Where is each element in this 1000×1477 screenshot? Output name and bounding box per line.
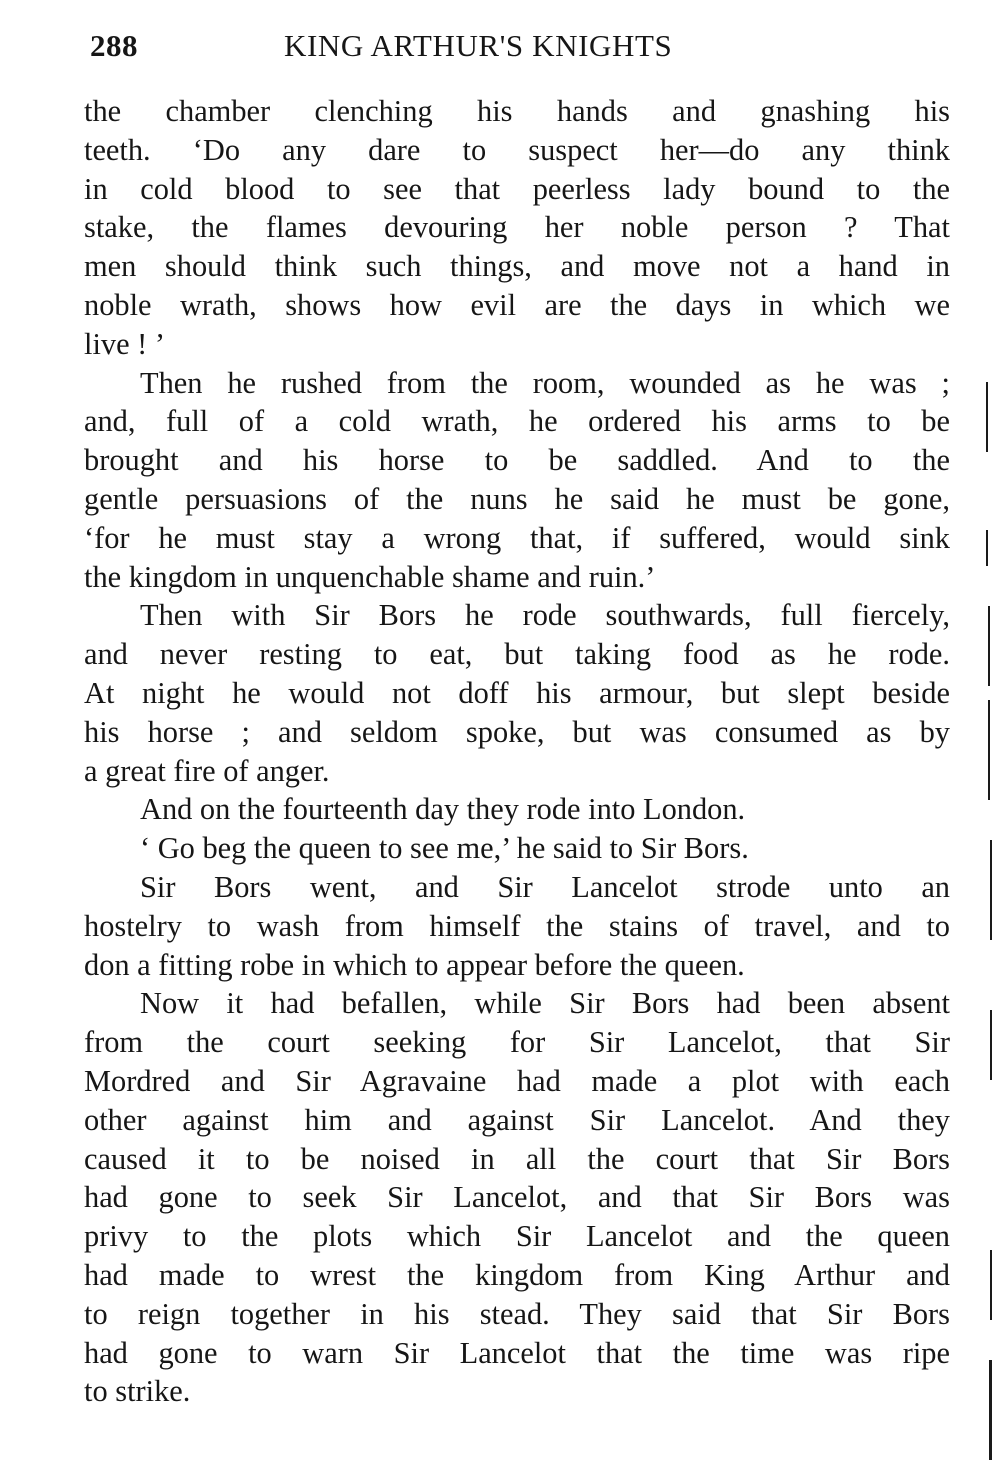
text-line: Then he rushed from the room, wounded as he was ; bbox=[140, 365, 950, 400]
scan-gutter-mark bbox=[990, 840, 992, 940]
text-line: gentle persuasions of the nuns he said he must be gone, bbox=[84, 481, 950, 516]
text-line: teeth. ‘Do any dare to suspect her—do any think bbox=[84, 132, 950, 167]
scan-gutter-mark bbox=[988, 700, 990, 800]
text-line: to reign together in his stead. They said that Sir Bors bbox=[84, 1296, 950, 1331]
text-line: don a fitting robe in which to appear before the queen. bbox=[84, 947, 745, 982]
text-line: stake, the flames devouring her noble person ? That bbox=[84, 210, 950, 245]
text-line: men should think such things, and move not a hand in bbox=[84, 249, 950, 284]
page-number: 288 bbox=[90, 28, 138, 63]
body-text bbox=[84, 92, 950, 1411]
text-line: brought and his horse to be saddled. And to the bbox=[84, 443, 950, 478]
text-line: At night he would not doff his armour, but slept beside bbox=[84, 675, 950, 710]
text-line: caused it to be noised in all the court that Sir Bors bbox=[84, 1141, 950, 1176]
text-line: from the court seeking for Sir Lancelot, that Sir bbox=[84, 1025, 950, 1060]
scan-gutter-mark bbox=[986, 382, 988, 452]
scan-gutter-mark bbox=[990, 1010, 992, 1080]
text-line: Then with Sir Bors he rode southwards, full fiercely, bbox=[140, 598, 950, 633]
text-line: and, full of a cold wrath, he ordered his arms to be bbox=[84, 404, 950, 439]
scan-gutter-mark bbox=[990, 1250, 992, 1320]
text-line: other against him and against Sir Lancelot. And they bbox=[84, 1102, 950, 1137]
text-line: had gone to warn Sir Lancelot that the time was ripe bbox=[84, 1335, 950, 1370]
scan-gutter-mark bbox=[986, 530, 988, 566]
text-line: the chamber clenching his hands and gnashing his bbox=[84, 94, 950, 128]
text-line: And on the fourteenth day they rode into London. bbox=[140, 792, 746, 827]
text-line: his horse ; and seldom spoke, but was consumed as by bbox=[84, 714, 950, 749]
text-line: in cold blood to see that peerless lady bound to the bbox=[84, 171, 950, 206]
scan-gutter-mark bbox=[988, 606, 990, 686]
text-line: ‘for he must stay a wrong that, if suffered, would sink bbox=[84, 520, 950, 555]
scan-gutter-mark bbox=[989, 1360, 992, 1460]
text-line: Now it had befallen, while Sir Bors had been absent bbox=[140, 986, 950, 1021]
running-title: KING ARTHUR'S KNIGHTS bbox=[284, 28, 673, 63]
text-line: hostelry to wash from himself the stains of travel, and to bbox=[84, 908, 950, 943]
text-line: live ! ’ bbox=[84, 326, 166, 361]
text-line: to strike. bbox=[84, 1374, 191, 1409]
text-line: ‘ Go beg the queen to see me,’ he said to Sir Bors. bbox=[140, 831, 749, 866]
text-line: privy to the plots which Sir Lancelot and the queen bbox=[84, 1219, 950, 1254]
text-line: the kingdom in unquenchable shame and ruin.’ bbox=[84, 559, 656, 594]
page-header bbox=[90, 28, 950, 76]
text-line: had made to wrest the kingdom from King Arthur and bbox=[84, 1257, 950, 1292]
text-line: had gone to seek Sir Lancelot, and that Sir Bors was bbox=[84, 1180, 950, 1215]
text-line: a great fire of anger. bbox=[84, 753, 330, 788]
text-line: noble wrath, shows how evil are the days in which we bbox=[84, 287, 950, 322]
text-line: Mordred and Sir Agravaine had made a plot with each bbox=[84, 1063, 950, 1098]
text-line: and never resting to eat, but taking food as he rode. bbox=[84, 637, 950, 672]
text-line: Sir Bors went, and Sir Lancelot strode unto an bbox=[140, 869, 950, 904]
